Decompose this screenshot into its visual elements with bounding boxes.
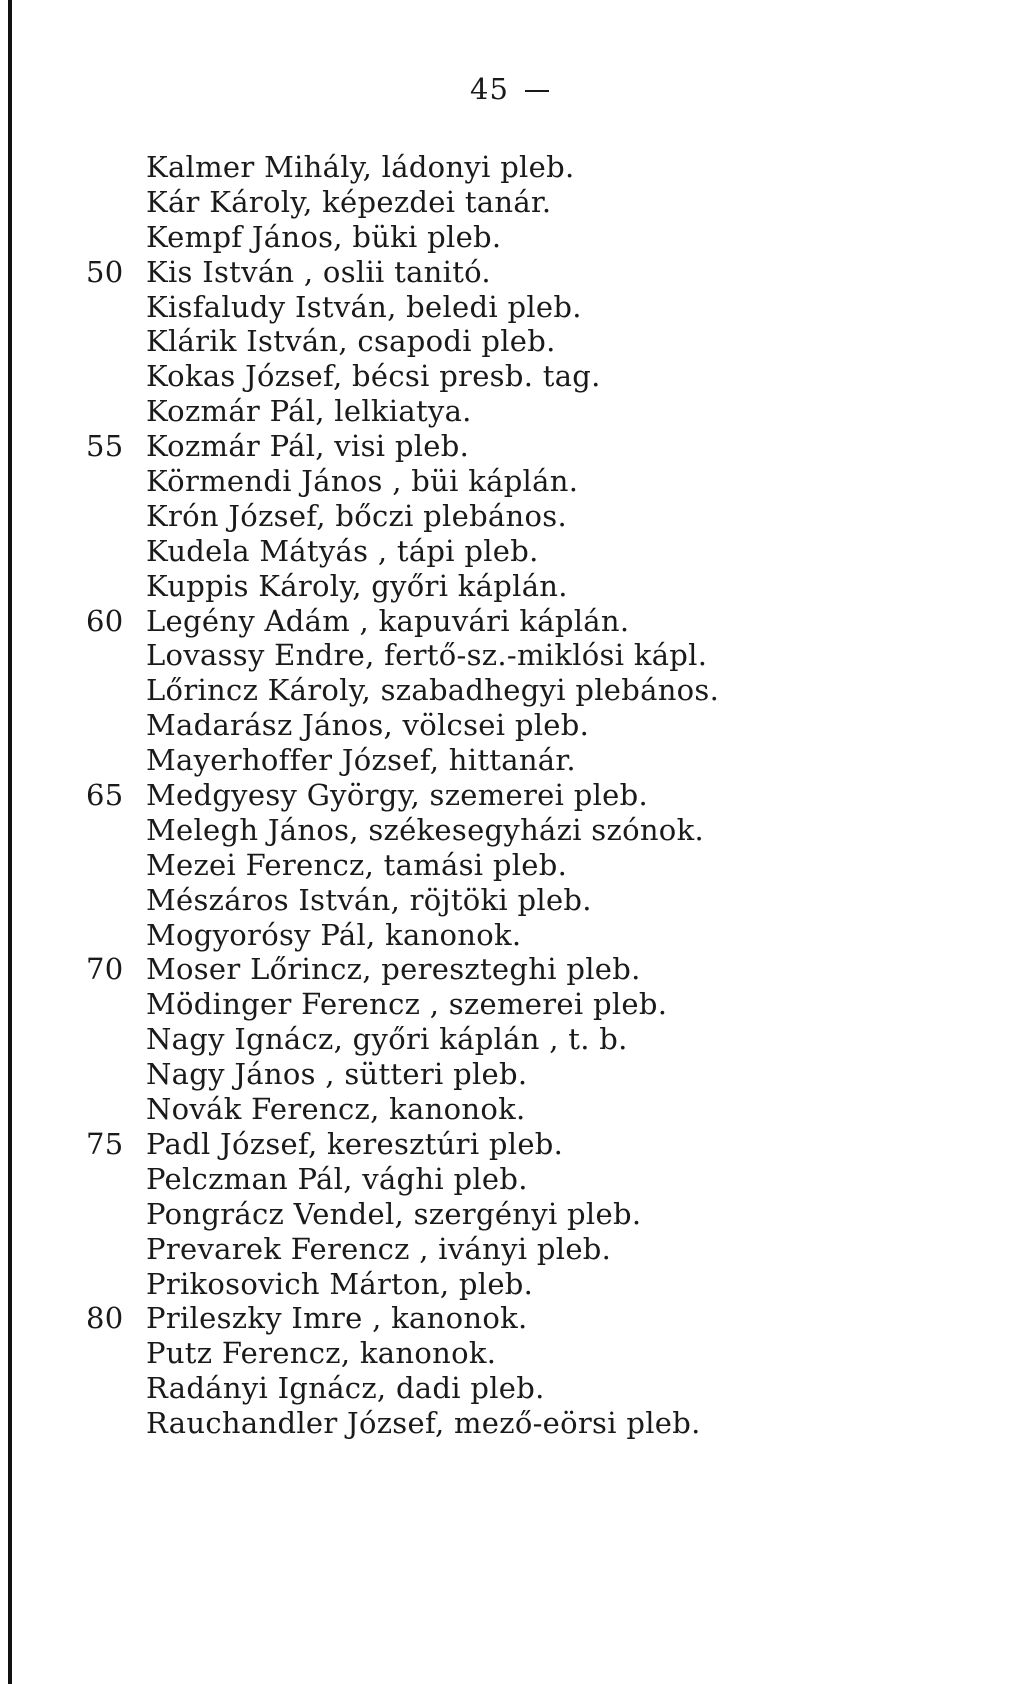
entry-number: 70 (86, 952, 124, 987)
entry-text: Madarász János, völcsei pleb. (146, 708, 590, 743)
entry-text: Klárik István, csapodi pleb. (146, 324, 556, 359)
list-item (0, 952, 1024, 987)
entry-text: Nagy Ignácz, győri káplán , t. b. (146, 1022, 628, 1057)
list-item (0, 359, 1024, 394)
entry-text: Padl József, keresztúri pleb. (146, 1126, 564, 1161)
list-item (0, 1267, 1024, 1302)
list-item (0, 918, 1024, 953)
entry-text: Kempf János, büki pleb. (146, 219, 502, 254)
list-item (0, 1336, 1024, 1371)
entry-text: Lőrincz Károly, szabadhegyi plebános. (146, 673, 720, 708)
entry-text: Kis István , oslii tanitó. (146, 254, 491, 289)
entry-number: 65 (86, 778, 124, 813)
entry-number: 75 (86, 1126, 124, 1161)
list-item (0, 220, 1024, 255)
list-item (0, 813, 1024, 848)
list-item (0, 1301, 1024, 1336)
list-item (0, 604, 1024, 639)
list-item (0, 499, 1024, 534)
entry-text: Medgyesy György, szemerei pleb. (146, 778, 649, 813)
list-item (0, 743, 1024, 778)
entry-text: Melegh János, székesegyházi szónok. (146, 812, 704, 847)
entry-text: Prevarek Ferencz , iványi pleb. (146, 1231, 612, 1266)
list-item (0, 1127, 1024, 1162)
list-item (0, 1371, 1024, 1406)
entry-text: Krón József, bőczi plebános. (146, 498, 567, 533)
entry-text: Kár Károly, képezdei tanár. (146, 184, 552, 219)
entry-text: Pongrácz Vendel, szergényi pleb. (146, 1196, 642, 1231)
list-item (0, 1162, 1024, 1197)
entry-text: Prileszky Imre , kanonok. (146, 1301, 528, 1336)
list-item (0, 1057, 1024, 1092)
list-item (0, 324, 1024, 359)
entry-text: Kozmár Pál, lelkiatya. (146, 394, 472, 429)
entry-text: Mayerhoffer József, hittanár. (146, 743, 576, 778)
entry-text: Mogyorósy Pál, kanonok. (146, 917, 522, 952)
entry-text: Kisfaludy István, beledi pleb. (146, 289, 582, 324)
entry-text: Prikosovich Márton, pleb. (146, 1266, 534, 1301)
list-item (0, 638, 1024, 673)
entry-text: Radányi Ignácz, dadi pleb. (146, 1371, 545, 1406)
entry-text: Novák Ferencz, kanonok. (146, 1092, 526, 1127)
entry-text: Moser Lőrincz, pereszteghi pleb. (146, 952, 641, 987)
list-item (0, 1022, 1024, 1057)
entry-text: Körmendi János , büi káplán. (146, 464, 579, 499)
entry-text: Lovassy Endre, fertő-sz.-miklósi kápl. (146, 638, 708, 673)
entry-number: 50 (86, 254, 124, 289)
entry-text: Mészáros István, röjtöki pleb. (146, 882, 592, 917)
list-item (0, 255, 1024, 290)
list-item (0, 848, 1024, 883)
entry-text: Kalmer Mihály, ládonyi pleb. (146, 150, 575, 184)
list-item (0, 987, 1024, 1022)
entry-text: Kokas József, bécsi presb. tag. (146, 359, 601, 394)
entry-text: Pelczman Pál, vághi pleb. (146, 1161, 528, 1196)
list-item (0, 569, 1024, 604)
page-number: 45 (470, 72, 509, 106)
entry-text: Kozmár Pál, visi pleb. (146, 429, 470, 464)
entry-number: 60 (86, 603, 124, 638)
entry-text: Rauchandler József, mező-eörsi pleb. (146, 1406, 701, 1441)
entry-text: Mödinger Ferencz , szemerei pleb. (146, 987, 668, 1022)
list-item (0, 464, 1024, 499)
list-item (0, 290, 1024, 325)
list-item (0, 708, 1024, 743)
list-item (0, 185, 1024, 220)
list-item (0, 534, 1024, 569)
name-list (0, 150, 1024, 1441)
entry-text: Kuppis Károly, győri káplán. (146, 568, 568, 603)
entry-number: 80 (86, 1301, 124, 1336)
list-item (0, 1197, 1024, 1232)
entry-text: Mezei Ferencz, tamási pleb. (146, 847, 568, 882)
list-item (0, 673, 1024, 708)
list-item (0, 150, 1024, 185)
entry-text: Putz Ferencz, kanonok. (146, 1336, 497, 1371)
list-item (0, 778, 1024, 813)
entry-text: Legény Adám , kapuvári káplán. (146, 603, 630, 638)
header-dash (525, 90, 549, 92)
entry-text: Nagy János , sütteri pleb. (146, 1057, 528, 1092)
list-item (0, 1092, 1024, 1127)
list-item (0, 394, 1024, 429)
list-item (0, 429, 1024, 464)
entry-number: 55 (86, 429, 124, 464)
list-item (0, 883, 1024, 918)
page-header (470, 72, 549, 106)
list-item (0, 1232, 1024, 1267)
list-item (0, 1406, 1024, 1441)
entry-text: Kudela Mátyás , tápi pleb. (146, 533, 539, 568)
